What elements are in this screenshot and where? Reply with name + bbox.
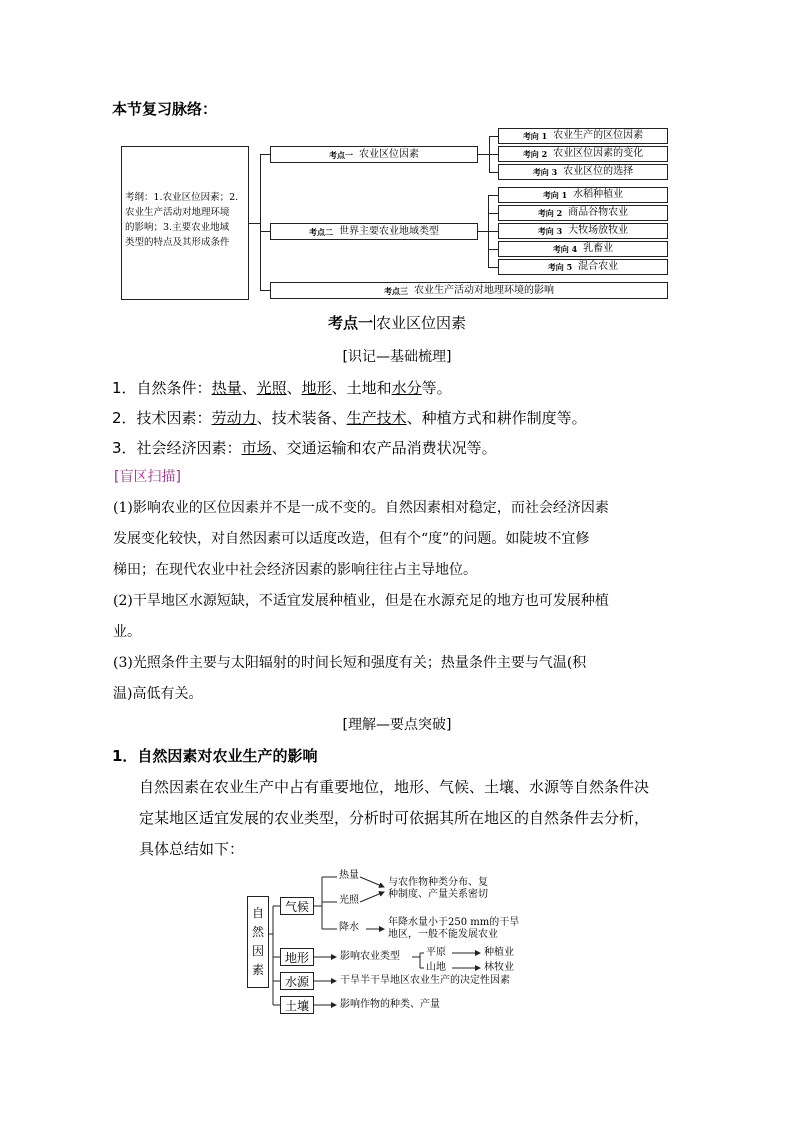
blind-line-1: (1)影响农业的区位因素并不是一成不变的。自然因素相对稳定，而社会经济因素 (113, 500, 609, 516)
heat-light-effect: 与农作物种类分布、复 种制度、产量关系密切 (388, 877, 488, 900)
point1-item-3: 考向 3 农业区位的选择 (498, 164, 668, 180)
sub-heading-understand: [理解—要点突破] (342, 717, 452, 733)
point2-item-3: 考向 3 大牧场放牧业 (498, 223, 668, 239)
precip-label: 降水 (339, 922, 359, 933)
climate-box: 气候 (280, 897, 314, 915)
para-line-3: 具体总结如下： (139, 840, 245, 858)
water-effect: 干旱半干旱地区农业生产的决定性因素 (340, 975, 510, 986)
terrain-box: 地形 (280, 948, 314, 966)
list-item-1: 1．自然条件：热量、光照、地形、土地和水分等。 (112, 379, 452, 397)
water-box: 水源 (280, 972, 314, 990)
para-line-1: 自然因素在农业生产中占有重要地位，地形、气候、土壤、水源等自然条件决 (139, 778, 650, 796)
point-3-box: 考点三 农业生产活动对地理环境的影响 (270, 282, 668, 299)
para-line-2: 定某地区适宜发展的农业类型，分析时可依据其所在地区的自然条件去分析， (139, 809, 650, 827)
point2-item-5: 考向 5 混合农业 (498, 259, 668, 275)
intro-label: 本节复习脉络： (112, 100, 218, 118)
blind-line-6: (3)光照条件主要与太阳辐射的时间长短和强度有关；热量条件主要与气温(积 (113, 655, 587, 671)
point2-item-2: 考向 2 商品谷物农业 (498, 205, 668, 221)
diagram-root: 自 然 因 素 (247, 896, 269, 988)
point-heading: 1．自然因素对农业生产的影响 (112, 747, 318, 765)
list-item-2: 2．技术因素：劳动力、技术装备、生产技术、种植方式和耕作制度等。 (112, 409, 587, 427)
point2-item-1: 考向 1 水稻种植业 (498, 187, 668, 203)
mindmap-root: 考纲：1.农业区位因素；2. 农业生产活动对地理环境 的影响；3.主要农业地域 类型的特点及其形成条件 (121, 146, 249, 300)
point1-item-2: 考向 2 农业区位因素的变化 (498, 146, 668, 162)
section-title: 考点一 农业区位因素 (327, 314, 467, 332)
blind-line-5: 业。 (113, 624, 141, 640)
blind-spot-label: [盲区扫描] (114, 469, 181, 485)
point-2-box: 考点二 世界主要农业地域类型 (270, 223, 478, 240)
point2-item-4: 考向 4 乳畜业 (498, 241, 668, 257)
soil-effect: 影响作物的种类、产量 (340, 999, 440, 1010)
blind-line-4: (2)干旱地区水源短缺，不适宜发展种植业，但是在水源充足的地方也可发展种植 (113, 593, 609, 609)
blind-line-2: 发展变化较快，对自然因素可以适度改造，但有个“度”的问题。如陡坡不宜修 (113, 531, 590, 547)
planting-label: 种植业 (484, 947, 514, 958)
heat-label: 热量 (339, 870, 359, 881)
sub-heading-memorize: [识记—基础梳理] (342, 349, 452, 365)
blind-line-7: 温)高低有关。 (113, 686, 203, 702)
precip-effect: 年降水量小于250 mm的干旱 地区，一般不能发展农业 (388, 917, 520, 940)
terrain-effect: 影响农业类型 (340, 951, 400, 962)
forestry-label: 林牧业 (484, 962, 514, 973)
point-1-box: 考点一 农业区位因素 (270, 146, 478, 163)
list-item-3: 3．社会经济因素：市场、交通运输和农产品消费状况等。 (112, 439, 497, 457)
point1-item-1: 考向 1 农业生产的区位因素 (498, 128, 668, 144)
blind-line-3: 梯田；在现代农业中社会经济因素的影响往往占主导地位。 (113, 562, 477, 578)
plain-label: 平原 (426, 947, 446, 958)
soil-box: 土壤 (280, 996, 314, 1014)
mountain-label: 山地 (426, 962, 446, 973)
light-label: 光照 (339, 895, 359, 906)
